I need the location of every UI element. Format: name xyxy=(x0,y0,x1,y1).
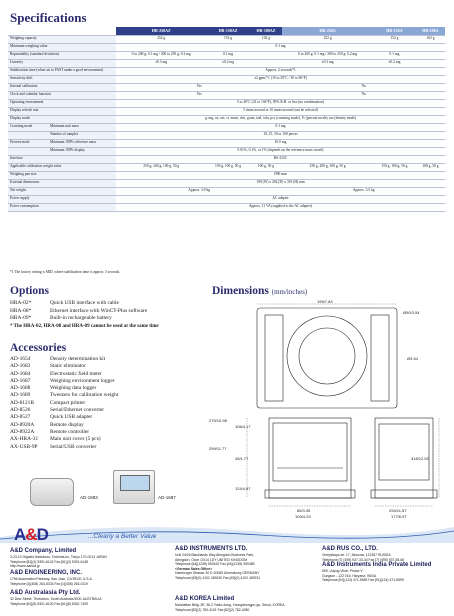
spec-cell: 0.01%, 0.1%, or 1% (depends on the reference mass stored) xyxy=(116,147,445,155)
company-line: Gurgaon - 122 016, Haryana, INDIA xyxy=(322,573,377,578)
company-name: A&D INSTRUMENTS LTD. xyxy=(175,546,248,552)
options-list xyxy=(10,300,159,330)
accessory-item xyxy=(10,422,118,429)
front-view-glass xyxy=(273,423,347,481)
option-item xyxy=(10,315,159,323)
accessory-item xyxy=(10,444,118,451)
company-line: Telephone:[91](124) 471-5555 Fax:[91](124) 471-5599 xyxy=(322,578,404,582)
spec-cell: 102 g xyxy=(416,35,445,43)
dim-label: 45/1.77 xyxy=(235,456,249,461)
accessory-desc: Weighing data logger xyxy=(50,385,97,392)
spec-cell xyxy=(416,51,445,59)
dim-label: 109/4.29 xyxy=(295,514,311,519)
spec-row xyxy=(8,91,445,99)
spec-cell: 152 g xyxy=(206,35,249,43)
spec-row xyxy=(8,123,445,131)
accessory-desc: Remote display xyxy=(50,421,84,428)
company-block xyxy=(10,548,107,569)
spec-cell: Clock and calendar function xyxy=(8,91,116,99)
accessory-code: AD-1687 xyxy=(10,377,31,384)
spec-cell: 150 g, 100 g, 50 g xyxy=(206,163,249,171)
spec-cell: ±0.2 mg xyxy=(373,59,416,67)
dim-label: 279/10.98 xyxy=(209,418,227,423)
accessory-desc: Main unit cover (5 pcs) xyxy=(50,436,101,443)
spec-cell: Net weight xyxy=(8,187,116,195)
spec-cell: Percent mode Minimum 100% reference mass xyxy=(8,139,116,147)
spec-cell xyxy=(416,59,445,67)
accessory-code: AD-8922A xyxy=(10,428,35,435)
accessory-desc: Tweezers for calibration weight xyxy=(50,392,119,399)
company-line: 32 Dew Street, Thebarton, South Australia 5031 AUSTRALIA xyxy=(10,597,102,601)
top-view-pan xyxy=(299,328,355,384)
accessory-desc: Weighing environment logger xyxy=(50,377,115,384)
spec-cell: Power supply xyxy=(8,195,116,203)
spec-row xyxy=(8,163,445,171)
spec-cell: Display mode xyxy=(8,115,116,123)
spec-cell: HR-250A xyxy=(282,27,372,35)
spec-row xyxy=(8,147,445,155)
company-line: Hamburger Strasse 30 D-20085 Ahrensburg GERMANY xyxy=(175,571,260,575)
accessory-desc: Remote controller xyxy=(50,428,90,435)
spec-cell: RS-232C xyxy=(116,155,445,163)
spec-cell: 0.1 mg xyxy=(116,43,445,51)
options-note: * The HRA-02, HRA-08 and HRA-09 cannot be used at the same time xyxy=(10,323,159,329)
accessory-item xyxy=(10,378,118,385)
spec-cell: 102 g xyxy=(250,35,283,43)
spec-row xyxy=(8,115,445,123)
spec-row xyxy=(8,99,445,107)
spec-cell: Approx. 11 VA (supplied to the AC adapter) xyxy=(116,203,445,211)
company-name: A&D KOREA Limited xyxy=(175,596,235,602)
spec-cell: Display refresh rate xyxy=(8,107,116,115)
spec-cell: Approx. 2 seconds*1 xyxy=(116,67,445,75)
spec-cell: HR-100A xyxy=(416,27,445,35)
accessory-code: AX-USB-9P xyxy=(10,443,38,450)
spec-cell: AC adapter xyxy=(116,195,445,203)
spec-row xyxy=(8,187,445,195)
dim-label: 106/4.17 xyxy=(235,424,251,429)
accessory-code: AD-8526 xyxy=(10,407,31,414)
spec-cell: 250 g, 200 g, 100 g, 50 g xyxy=(116,163,206,171)
spec-row xyxy=(8,83,445,91)
dim-label: 299/11.77 xyxy=(209,446,227,451)
option-code: HRA-08* xyxy=(10,307,32,314)
spec-cell: Internal calibration xyxy=(8,83,116,91)
spec-cell: Minimum 100% display xyxy=(8,147,116,155)
spec-cell: Applicable calibration weight value xyxy=(8,163,116,171)
company-line: Telephone:[1](408) 263-5333 Fax:[1](408) 263-0119 xyxy=(10,581,88,586)
company-block xyxy=(175,546,260,580)
top-view-outline xyxy=(257,308,397,408)
dim-label: Ø3.54 xyxy=(407,356,418,361)
spec-row xyxy=(8,155,445,163)
company-line: Abingdon, Oxon OX14 1DY UNITED KINGDOM xyxy=(175,557,248,562)
company-line: Telephone:[44](1235) 550420 Fax:[44](1235) 550485 xyxy=(175,562,255,566)
dim-label: 294/11.57 xyxy=(389,508,407,513)
spec-cell: Power consumption xyxy=(8,203,116,211)
spec-cell: ±0.2 mg xyxy=(206,59,249,67)
spec-row xyxy=(8,203,445,211)
spec-cell: Weighing capacity xyxy=(8,35,116,43)
side-view-glass xyxy=(379,424,429,480)
spec-cell: g, mg, oz, ozt, ct, mom, dwt, grain, tael, tola, pcs (counting mode), % (percent mode), ms (density mode) xyxy=(116,115,445,123)
accessory-code: AX-HRA-31 xyxy=(10,436,39,443)
options-title: Options xyxy=(10,285,49,297)
spec-row xyxy=(8,195,445,203)
spec-cell: 252 g xyxy=(282,35,372,43)
accessories-title: Accessories xyxy=(10,342,67,354)
company-block xyxy=(322,546,404,562)
spec-cell: Repeatability (standard deviation) xyxy=(8,51,116,59)
accessories-list xyxy=(10,356,118,451)
company-block xyxy=(322,562,431,583)
spec-cell: Operating environment xyxy=(8,99,116,107)
accessory-desc: Compact printer xyxy=(50,399,86,406)
dimensions-title xyxy=(212,285,307,297)
side-view-base xyxy=(371,490,437,498)
company-line: Telephone:[7] (495) 937-33-44 Fax:[7] (495) 937-55-66 xyxy=(322,557,405,562)
spec-cell: HR-100AZ xyxy=(250,27,283,35)
spec-cell: 0.1 mg xyxy=(373,51,416,59)
spec-cell: Interface xyxy=(8,155,116,163)
accessory-item xyxy=(10,436,118,443)
spec-row xyxy=(8,131,445,139)
spec-cell: 152 g xyxy=(373,35,416,43)
brand-tagline: ...Clearly a Better Value xyxy=(88,533,157,540)
dim-label: 85/3.35 xyxy=(297,508,311,513)
spec-cell: 250 g, 200 g, 100 g, 50 g xyxy=(282,163,372,171)
spec-cell: Models xyxy=(8,27,116,35)
specifications-table xyxy=(8,27,445,212)
spec-row xyxy=(8,59,445,67)
company-name: A&D ENGINEERING, INC. xyxy=(10,570,83,576)
company-line: Manhattan Bldg. 8F, 36-2 Yoido-dong, Youngdeungpo-gu, Seoul, KOREA xyxy=(175,603,285,607)
spec-cell: 5 times/second or 10 times/second (can be selected) xyxy=(116,107,445,115)
spec-cell: Ø90 mm xyxy=(116,171,445,179)
accessory-desc: Quick USB adapter xyxy=(50,414,93,421)
dim-label: Ø90/3.54 xyxy=(403,310,420,315)
spec-cell: External dimensions xyxy=(8,179,116,187)
accessory-desc: Serial/Ethernet converter xyxy=(50,407,105,414)
spec-row xyxy=(8,107,445,115)
dim-label: 199/7.83 xyxy=(317,300,333,304)
company-name: A&D Company, Limited xyxy=(10,548,77,554)
accessory-item xyxy=(10,371,118,378)
brand-banner xyxy=(0,519,454,543)
spec-cell: Number of samples xyxy=(8,131,116,139)
dimensions-title-text: Dimensions xyxy=(212,285,269,297)
company-block xyxy=(10,590,102,606)
spec-cell: Yes xyxy=(116,83,282,91)
accessory-desc: Static eliminator xyxy=(50,363,86,370)
spec-cell: 0 to 200 g: 0.1 mg / 200 to 250 g: 0.2 mg xyxy=(116,51,206,59)
company-block xyxy=(175,596,285,612)
spec-cell: 252 g xyxy=(116,35,206,43)
spec-row xyxy=(8,43,445,51)
spec-cell: HR-250AZ xyxy=(116,27,206,35)
option-desc: Quick USB interface with cable xyxy=(50,300,119,306)
spec-cell: Weighing pan size xyxy=(8,171,116,179)
spec-cell: 0.1 mg xyxy=(206,51,249,59)
spec-cell: Counting mode Minimum unit mass xyxy=(8,123,116,131)
spec-cell: Stabilization time (when set to FAST under a good environment) xyxy=(8,67,116,75)
company-line: http://www.aandd.jp xyxy=(10,564,40,568)
spec-cell: Yes xyxy=(116,91,282,99)
option-desc: Built-in rechargeable battery xyxy=(50,315,112,322)
spec-header-row xyxy=(8,27,445,35)
accessory-code: AD-8920A xyxy=(10,421,35,428)
spec-row xyxy=(8,139,445,147)
spec-cell: No xyxy=(282,91,445,99)
accessory-desc: Density determination kit xyxy=(50,356,106,362)
spec-cell: HR-150AZ xyxy=(206,27,249,35)
spec-cell: Sensitivity drift xyxy=(8,75,116,83)
spec-cell: 150 g, 100 g, 50 g xyxy=(373,163,416,171)
image-caption: AD-1683 xyxy=(80,495,98,500)
accessory-code: AD-1689 xyxy=(10,392,31,399)
spec-row xyxy=(8,171,445,179)
spec-cell: Approx. 3.9 kg xyxy=(116,187,282,195)
dimensions-drawing xyxy=(207,300,447,520)
accessory-item xyxy=(10,400,118,407)
company-name: A&D RUS CO., LTD. xyxy=(322,546,378,552)
company-subtitle: <German Sales Office> xyxy=(175,566,213,571)
spec-cell: Approx. 3.5 kg xyxy=(282,187,445,195)
dim-label: 318/12.52 xyxy=(411,456,429,461)
spec-cell: 10, 25, 50 or 100 pieces xyxy=(116,131,445,139)
ad-logo: A&D xyxy=(14,525,48,544)
image-caption: AD-1687 xyxy=(158,495,176,500)
spec-row xyxy=(8,35,445,43)
spec-cell: 0.1 mg xyxy=(116,123,445,131)
top-view-right-door xyxy=(371,315,389,401)
static-eliminator-image xyxy=(30,478,74,506)
spec-cell: 5 to 40°C (41 to 104°F), 85% R.H. or less (no condensation) xyxy=(116,99,445,107)
specifications-title: Specifications xyxy=(10,10,87,25)
accessory-item xyxy=(10,407,118,414)
company-line: Vereyskaya str. 17, Moscow, 121357 RUSSIA xyxy=(322,553,391,557)
dim-label: 177/6.97 xyxy=(391,514,407,519)
spec-footnote: *1 The factory setting is MID, where stabilization time is approx. 3 seconds. xyxy=(10,270,121,274)
spec-cell xyxy=(250,59,283,67)
company-line: 509, Udyog Vihar, Phase V xyxy=(322,569,363,573)
dim-label: 124/4.87 xyxy=(235,486,251,491)
dimensions-unit: (mm/inches) xyxy=(271,288,308,296)
spec-cell: Linearity xyxy=(8,59,116,67)
company-line: Telephone:[82](2) 780-4101 Fax:[82](2) 782-4280 xyxy=(175,607,250,612)
accessory-code: AD-8121B xyxy=(10,399,34,406)
top-view-left-door xyxy=(265,315,283,401)
spec-cell: 0 to 200 g: 0.1 mg / 200 to 250 g: 0.2 mg xyxy=(282,51,372,59)
option-code: HRA-09* xyxy=(10,315,32,322)
spec-row xyxy=(8,179,445,187)
accessory-item xyxy=(10,363,118,370)
spec-cell: ±0.3 mg xyxy=(282,59,372,67)
option-desc: Ethernet interface with WinCT-Plus software xyxy=(50,307,148,314)
spec-cell xyxy=(250,51,283,59)
accessory-code: AD-1688 xyxy=(10,385,31,392)
accessory-item xyxy=(10,356,118,363)
company-block xyxy=(10,570,93,586)
option-item xyxy=(10,300,159,308)
company-line: Telephone:[49](0) 4102 459230 Fax:[49](0) 4102 459231 xyxy=(175,575,261,580)
spec-cell: 100 g, 50 g xyxy=(250,163,283,171)
option-code: HRA-02* xyxy=(10,300,32,306)
spec-cell: 10.0 mg xyxy=(116,139,445,147)
front-view-outline xyxy=(269,418,351,498)
spec-cell: 199 (W) x 294 (D) x 318 (H) mm xyxy=(116,179,445,187)
accessory-code: AD-1684 xyxy=(10,370,31,377)
company-name: A&D Australasia Pty Ltd. xyxy=(10,590,81,596)
accessory-item xyxy=(10,392,118,399)
company-line: Unit 24/26 Blacklands Way Abingdon Business Park, xyxy=(175,553,255,557)
option-item xyxy=(10,308,159,316)
accessory-desc: Serial/USB converter xyxy=(50,443,97,450)
accessory-desc: Electrostatic field meter xyxy=(50,370,102,377)
spec-cell: ±2 ppm/°C (10 to 30°C / 50 to 86°F) xyxy=(116,75,445,83)
accessory-code: AD-8527 xyxy=(10,414,31,421)
accessory-item xyxy=(10,414,118,421)
front-view-base xyxy=(265,490,355,498)
accessory-code: AD-1654 xyxy=(10,356,31,362)
spec-cell: Minimum weighing value xyxy=(8,43,116,51)
company-line: Telephone:[81](3) 5391-6132 Fax:[81](3) 5391-6148 xyxy=(10,559,89,564)
spec-row xyxy=(8,75,445,83)
spec-cell: 100 g, 50 g xyxy=(416,163,445,171)
spec-cell: ±0.3 mg xyxy=(116,59,206,67)
environment-logger-image xyxy=(113,470,155,504)
spec-cell: No xyxy=(282,83,445,91)
company-line: Telephone:[61](8) 8301-8100 Fax:[61](8) 8352-7409 xyxy=(10,601,89,606)
spec-row xyxy=(8,67,445,75)
accessory-code: AD-1683 xyxy=(10,363,31,370)
company-line: 1756 Automation Parkway, San Jose, CA 95131 U.S.A. xyxy=(10,577,93,581)
company-name: A&D Instruments India Private Limited xyxy=(322,562,432,568)
company-line: 3-23-14 Higashi-Ikebukuro, Toshima-ku, Tokyo 170-0013 JAPAN xyxy=(10,555,107,559)
spec-row xyxy=(8,51,445,59)
spec-cell: HR-150A xyxy=(373,27,416,35)
